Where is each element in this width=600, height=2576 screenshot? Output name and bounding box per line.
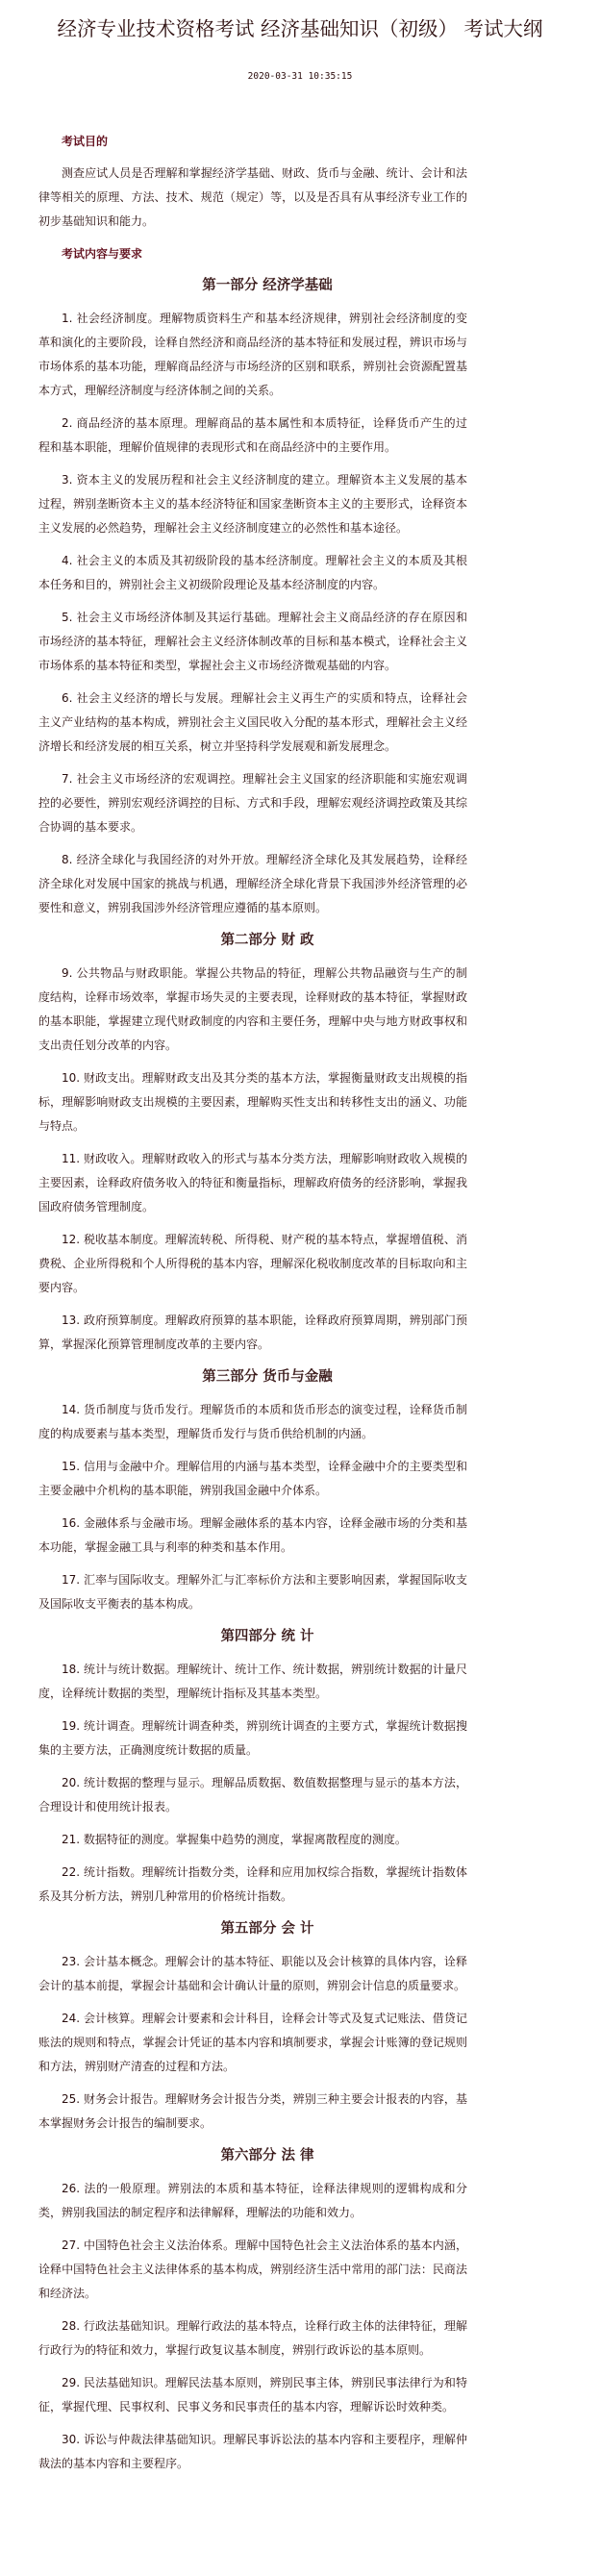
syllabus-item: 22. 统计指数。理解统计指数分类，诠释和应用加权综合指数，掌握统计指数体系及其分析方法，辨别几种常用的价格统计指数。 <box>38 1865 467 1903</box>
syllabus-item: 13. 政府预算制度。理解政府预算的基本职能，诠释政府预算周期，辨别部门预算，掌握深化预算管理制度改革的主要内容。 <box>38 1313 467 1351</box>
syllabus-parts <box>38 274 467 2476</box>
syllabus-item: 16. 金融体系与金融市场。理解金融体系的基本内容，诠释金融市场的分类和基本功能，掌握金融工具与利率的种类和基本作用。 <box>38 1516 467 1554</box>
syllabus-item: 10. 财政支出。理解财政支出及其分类的基本方法，掌握衡量财政支出规模的指标，理解影响财政支出规模的主要因素，理解购买性支出和转移性支出的涵义、功能与特点。 <box>38 1071 467 1133</box>
syllabus-item: 19. 统计调查。理解统计调查种类，辨别统计调查的主要方式，掌握统计数据搜集的主要方法，正确测度统计数据的质量。 <box>38 1719 467 1757</box>
part-heading: 第一部分 经济学基础 <box>202 277 333 293</box>
article-body <box>38 82 467 2476</box>
syllabus-item: 5. 社会主义市场经济体制及其运行基础。理解社会主义商品经济的存在原因和市场经济的基本特征，理解社会主义经济体制改革的目标和基本模式，诠释社会主义市场体系的基本特征和类型，掌握社会主义市场经济微观基础的内容。 <box>38 611 467 672</box>
syllabus-item: 14. 货币制度与货币发行。理解货币的本质和货币形态的演变过程，诠释货币制度的构成要素与基本类型，理解货币发行与货币供给机制的内涵。 <box>38 1403 467 1440</box>
exam-requirements-heading: 考试内容与要求 <box>62 247 143 261</box>
article-title: 经济专业技术资格考试 经济基础知识（初级） 考试大纲 <box>57 17 543 40</box>
part-heading: 第二部分 财 政 <box>220 932 314 948</box>
exam-purpose-text: 测查应试人员是否理解和掌握经济学基础、财政、货币与金融、统计、会计和法律等相关的原理、方法、技术、规范（规定）等，以及是否具有从事经济专业工作的初步基础知识和能力。 <box>38 166 467 228</box>
syllabus-item: 2. 商品经济的基本原理。理解商品的基本属性和本质特征，诠释货币产生的过程和基本职能，理解价值规律的表现形式和在商品经济中的主要作用。 <box>38 416 467 454</box>
syllabus-item: 12. 税收基本制度。理解流转税、所得税、财产税的基本特点，掌握增值税、消费税、企业所得税和个人所得税的基本内容，理解深化税收制度改革的目标取向和主要内容。 <box>38 1233 467 1294</box>
part-heading: 第三部分 货币与金融 <box>202 1368 333 1385</box>
syllabus-part <box>38 1365 467 1616</box>
syllabus-item: 18. 统计与统计数据。理解统计、统计工作、统计数据，辨别统计数据的计量尺度，诠释统计数据的类型，理解统计指标及其基本类型。 <box>38 1663 467 1700</box>
syllabus-part <box>38 1917 467 2136</box>
syllabus-item: 23. 会计基本概念。理解会计的基本特征、职能以及会计核算的具体内容，诠释会计的基本前提，掌握会计基础和会计确认计量的原则，辨别会计信息的质量要求。 <box>38 1955 467 1992</box>
syllabus-item: 8. 经济全球化与我国经济的对外开放。理解经济全球化及其发展趋势，诠释经济全球化对发展中国家的挑战与机遇，理解经济全球化背景下我国涉外经济管理的必要性和意义，辨别我国涉外经济管理应遵循的基本原则。 <box>38 853 467 914</box>
syllabus-item: 26. 法的一般原理。辨别法的本质和基本特征，诠释法律规则的逻辑构成和分类，辨别我国法的制定程序和法律解释，理解法的功能和效力。 <box>38 2182 467 2219</box>
part-heading: 第五部分 会 计 <box>220 1920 314 1937</box>
part-heading: 第六部分 法 律 <box>220 2147 314 2163</box>
syllabus-item: 17. 汇率与国际收支。理解外汇与汇率标价方法和主要影响因素，掌握国际收支及国际收支平衡表的基本构成。 <box>38 1573 467 1611</box>
syllabus-item: 4. 社会主义的本质及其初级阶段的基本经济制度。理解社会主义的本质及其根本任务和目的，辨别社会主义初级阶段理论及基本经济制度的内容。 <box>38 554 467 591</box>
syllabus-part <box>38 274 467 920</box>
syllabus-part <box>38 929 467 1357</box>
syllabus-item: 30. 诉讼与仲裁法律基础知识。理解民事诉讼法的基本内容和主要程序，理解仲裁法的基本内容和主要程序。 <box>38 2433 467 2470</box>
syllabus-item: 21. 数据特征的测度。掌握集中趋势的测度，掌握离散程度的测度。 <box>62 1833 407 1846</box>
syllabus-part <box>38 1625 467 1909</box>
syllabus-item: 29. 民法基础知识。理解民法基本原则，辨别民事主体，辨别民事法律行为和特征，掌握代理、民事权利、民事义务和民事责任的基本内容，理解诉讼时效种类。 <box>38 2376 467 2413</box>
syllabus-item: 20. 统计数据的整理与显示。理解品质数据、数值数据整理与显示的基本方法，合理设计和使用统计报表。 <box>38 1776 467 1813</box>
syllabus-item: 3. 资本主义的发展历程和社会主义经济制度的建立。理解资本主义发展的基本过程，辨别垄断资本主义的基本经济特征和国家垄断资本主义的主要形式，诠释资本主义发展的必然趋势，理解社会主义经济制度建立的必然性和基本途径。 <box>38 473 467 535</box>
syllabus-item: 7. 社会主义市场经济的宏观调控。理解社会主义国家的经济职能和实施宏观调控的必要性，辨别宏观经济调控的目标、方式和手段，理解宏观经济调控政策及其综合协调的基本要求。 <box>38 772 467 834</box>
syllabus-item: 6. 社会主义经济的增长与发展。理解社会主义再生产的实质和特点，诠释社会主义产业结构的基本构成，辨别社会主义国民收入分配的基本形式，理解社会主义经济增长和经济发展的相互关系，树立并坚持科学发展观和新发展理念。 <box>38 691 467 753</box>
exam-purpose-heading: 考试目的 <box>62 135 109 148</box>
syllabus-item: 9. 公共物品与财政职能。掌握公共物品的特征，理解公共物品融资与生产的制度结构，诠释市场效率，掌握市场失灵的主要表现，诠释财政的基本特征，掌握财政的基本职能，掌握建立现代财政制度的内容和主要任务，理解中央与地方财政事权和支出责任划分改革的内容。 <box>38 966 467 1052</box>
part-heading: 第四部分 统 计 <box>220 1628 314 1644</box>
syllabus-item: 1. 社会经济制度。理解物质资料生产和基本经济规律，辨别社会经济制度的变革和演化的主要阶段，诠释自然经济和商品经济的基本特征和发展过程，辨识市场与市场体系的基本功能，理解商品经济与市场经济的区别和联系，辨别社会资源配置基本方式，理解经济制度与经济体制之间的关系。 <box>38 312 467 397</box>
syllabus-item: 24. 会计核算。理解会计要素和会计科目，诠释会计等式及复式记账法、借贷记账法的规则和特点，掌握会计凭证的基本内容和填制要求，掌握会计账簿的登记规则和方法，辨别财产清查的过程和方法。 <box>38 2012 467 2073</box>
publish-date: 2020-03-31 10:35:15 <box>247 71 353 82</box>
syllabus-item: 27. 中国特色社会主义法治体系。理解中国特色社会主义法治体系的基本内涵，诠释中国特色社会主义法律体系的基本构成，辨别经济生活中常用的部门法：民商法和经济法。 <box>38 2238 467 2300</box>
syllabus-part <box>38 2144 467 2476</box>
syllabus-item: 25. 财务会计报告。理解财务会计报告分类，辨别三种主要会计报表的内容，基本掌握财务会计报告的编制要求。 <box>38 2092 467 2130</box>
syllabus-item: 28. 行政法基础知识。理解行政法的基本特点，诠释行政主体的法律特征，理解行政行为的特征和效力，掌握行政复议基本制度，辨别行政诉讼的基本原则。 <box>38 2319 467 2357</box>
syllabus-item: 15. 信用与金融中介。理解信用的内涵与基本类型，诠释金融中介的主要类型和主要金融中介机构的基本职能，辨别我国金融中介体系。 <box>38 1460 467 1497</box>
syllabus-item: 11. 财政收入。理解财政收入的形式与基本分类方法，理解影响财政收入规模的主要因素，诠释政府债务收入的特征和衡量指标，理解政府债务的经济影响，掌握我国政府债务管理制度。 <box>38 1152 467 1213</box>
